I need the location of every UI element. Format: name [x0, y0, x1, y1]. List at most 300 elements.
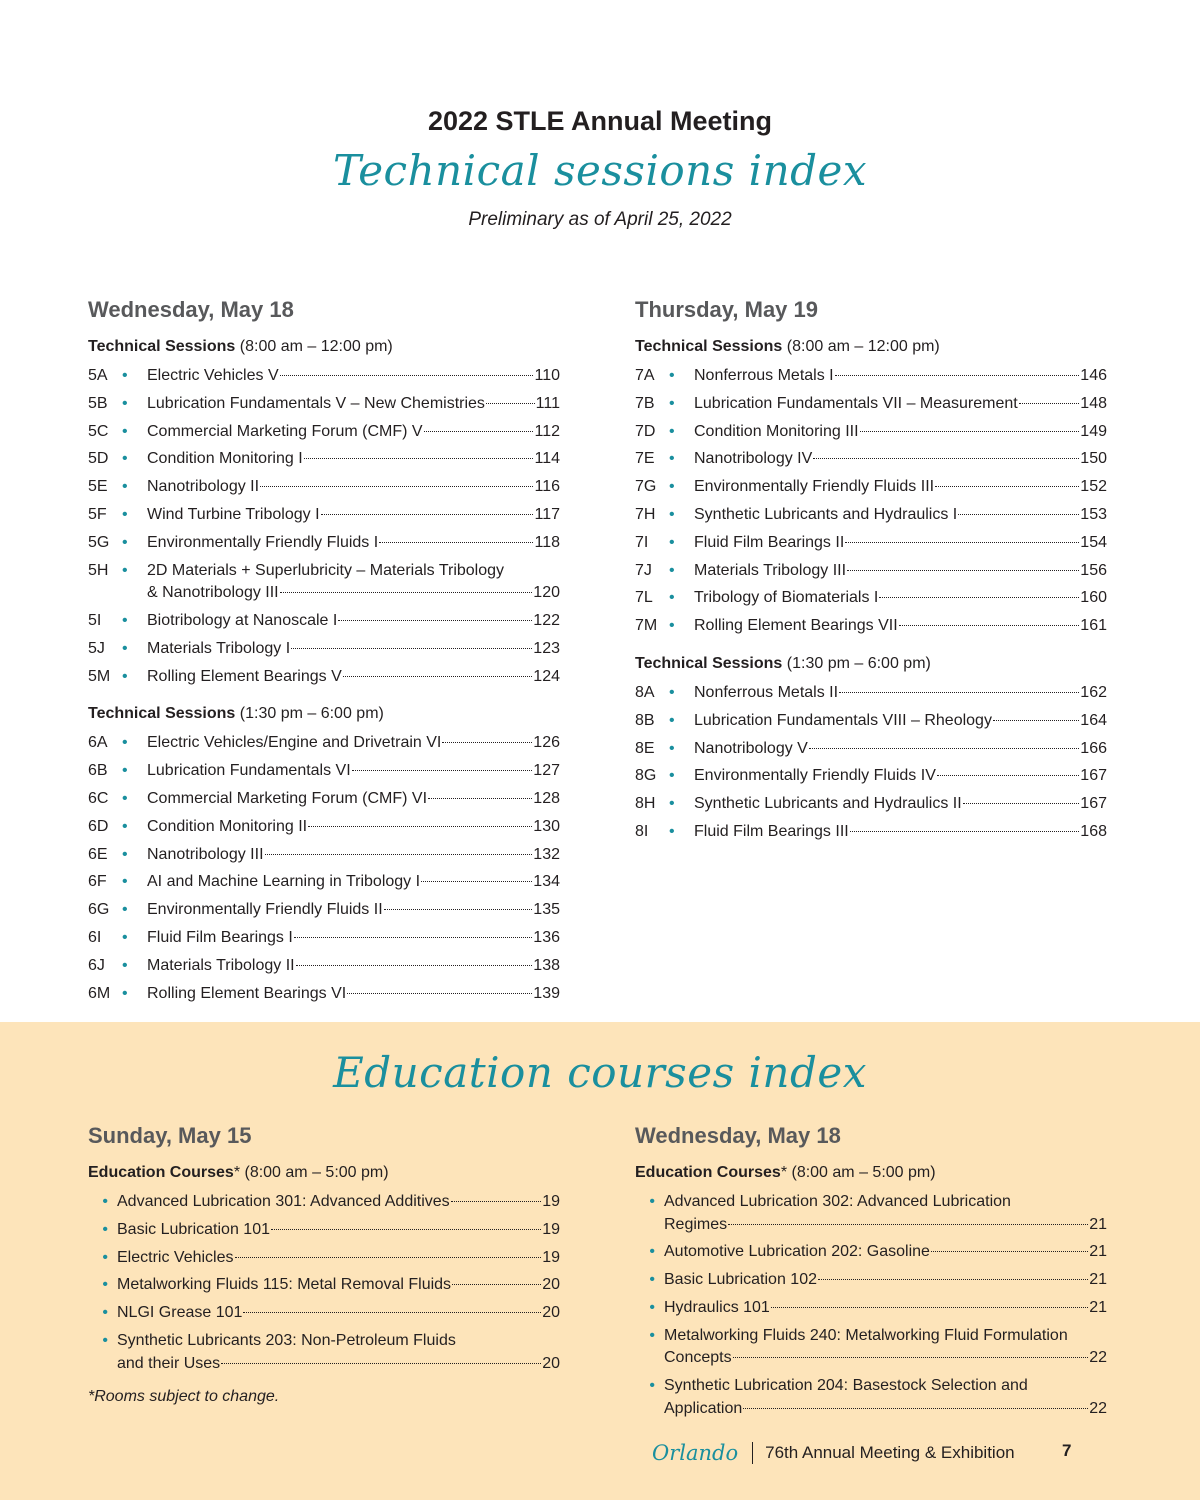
session-code: 6D [88, 817, 109, 835]
entry [694, 615, 1107, 638]
entry-title: Commercial Marketing Forum (CMF) V [147, 422, 423, 440]
page-ref: 152 [1080, 478, 1107, 496]
entry-title: Materials Tribology I [147, 639, 291, 657]
page-ref: 153 [1080, 505, 1107, 523]
entry [147, 760, 560, 783]
bullet-icon: • [122, 639, 128, 657]
session-row [88, 476, 560, 504]
entry [147, 610, 560, 633]
session-block-heading: Technical Sessions (1:30 pm – 6:00 pm) [635, 654, 931, 672]
entry [147, 983, 560, 1006]
dot-leader [931, 1251, 1088, 1252]
sunday-courses-column [88, 1123, 560, 1380]
dot-leader [271, 1229, 541, 1230]
entry-title: Electric Vehicles V [147, 367, 279, 384]
page-ref: 139 [533, 984, 560, 1002]
session-code: 5E [88, 478, 108, 496]
session-row [88, 638, 560, 666]
page-ref: 138 [533, 956, 560, 974]
course-row [635, 1269, 1107, 1297]
session-row [88, 899, 560, 927]
entry [694, 738, 1107, 761]
page-ref: 136 [533, 928, 560, 946]
session-row [88, 560, 560, 610]
bullet-icon: • [122, 956, 128, 974]
page-ref: 168 [1080, 822, 1107, 840]
page-ref: 135 [533, 901, 560, 919]
dot-leader [428, 798, 532, 799]
entry [117, 1274, 560, 1297]
session-row [635, 587, 1107, 615]
entry-title: Fluid Film Bearings I [147, 928, 293, 946]
page-ref: 110 [534, 367, 560, 384]
course-row [635, 1375, 1107, 1425]
entry [694, 504, 1107, 527]
dot-leader [835, 375, 1080, 376]
session-row [635, 560, 1107, 588]
session-block-heading: Technical Sessions (8:00 am – 12:00 pm) [635, 338, 940, 355]
entry [117, 1219, 560, 1242]
entry [694, 476, 1107, 499]
footer [652, 1438, 1015, 1468]
dot-leader [452, 1284, 541, 1285]
entry [694, 710, 1107, 733]
dot-leader [296, 965, 533, 966]
entry [694, 365, 1107, 388]
session-row [88, 983, 560, 1011]
thursday-sessions-column [635, 297, 1107, 849]
dot-leader [1019, 403, 1080, 404]
entry [694, 765, 1107, 788]
day-heading: Wednesday, May 18 [635, 1123, 841, 1148]
entry [694, 532, 1107, 555]
session-row [635, 504, 1107, 532]
dot-leader [384, 909, 533, 910]
page-ref: 167 [1080, 795, 1107, 813]
bullet-icon: • [102, 1276, 108, 1294]
entry [147, 504, 560, 527]
dot-leader [935, 486, 1079, 487]
session-code: 6I [88, 928, 102, 946]
bullet-icon: • [669, 367, 675, 384]
page-ref: 124 [533, 667, 560, 685]
bullet-icon: • [122, 611, 128, 629]
entry-title-continued: and their Uses [117, 1354, 221, 1372]
session-row [635, 710, 1107, 738]
course-row [88, 1191, 560, 1219]
bullet-icon: • [669, 533, 675, 551]
dot-leader [294, 937, 532, 938]
session-code: 6B [88, 762, 108, 780]
bullet-icon: • [122, 561, 128, 579]
entry-title: Electric Vehicles/Engine and Drivetrain VI [147, 734, 442, 752]
entry-title: Nonferrous Metals II [694, 683, 839, 701]
bullet-icon: • [649, 1243, 655, 1261]
dot-leader [280, 375, 534, 376]
session-code: 6F [88, 873, 107, 891]
session-code: 5B [88, 394, 108, 412]
entry-title: Synthetic Lubricants and Hydraulics I [694, 505, 958, 523]
entry-title: 2D Materials + Superlubricity – Materials Tribology [147, 561, 505, 579]
entry-title: Basic Lubrication 101 [117, 1220, 270, 1238]
page-ref: 127 [533, 762, 560, 780]
dot-leader [771, 1307, 1088, 1308]
page-ref: 19 [542, 1193, 560, 1210]
session-row [635, 738, 1107, 766]
session-code: 5J [88, 639, 105, 657]
session-code: 8H [635, 795, 656, 813]
session-code: 7L [635, 589, 653, 607]
bullet-icon: • [122, 873, 128, 891]
entry-title: NLGI Grease 101 [117, 1304, 243, 1322]
entry [147, 927, 560, 950]
session-list [635, 365, 1107, 643]
page-ref: 20 [542, 1276, 560, 1294]
dot-leader [347, 993, 532, 994]
dot-leader [847, 570, 1079, 571]
entry [694, 587, 1107, 610]
entry-title: Environmentally Friendly Fluids III [694, 478, 935, 496]
dot-leader [728, 1224, 1088, 1225]
session-code: 6G [88, 901, 110, 919]
entry-title: Environmentally Friendly Fluids II [147, 901, 383, 919]
page-ref: 162 [1080, 683, 1107, 701]
entry [147, 899, 560, 922]
dot-leader [260, 486, 533, 487]
entry [147, 638, 560, 661]
entry-title: Nanotribology IV [694, 450, 813, 468]
dot-leader [879, 597, 1079, 598]
session-code: 7G [635, 478, 657, 496]
page-number: 7 [1062, 1441, 1072, 1460]
bullet-icon: • [669, 767, 675, 785]
rooms-note: *Rooms subject to change. [88, 1388, 280, 1405]
bullet-icon: • [122, 533, 128, 551]
entry-title: Commercial Marketing Forum (CMF) VI [147, 789, 428, 807]
dot-leader [379, 542, 533, 543]
bullet-icon: • [122, 789, 128, 807]
session-code: 7I [635, 533, 649, 551]
session-row [635, 793, 1107, 821]
entry [147, 955, 560, 978]
page-ref: 19 [542, 1220, 560, 1238]
footer-divider [752, 1442, 753, 1464]
bullet-icon: • [649, 1298, 655, 1316]
page-ref: 123 [533, 639, 560, 657]
page-ref: 148 [1080, 394, 1107, 412]
entry-title: Rolling Element Bearings VII [694, 617, 898, 635]
page-ref: 20 [542, 1304, 560, 1322]
bullet-icon: • [102, 1331, 108, 1349]
page-ref: 22 [1089, 1349, 1107, 1367]
dot-leader [899, 625, 1080, 626]
entry [147, 844, 560, 867]
dot-leader [733, 1357, 1089, 1358]
session-list [88, 732, 560, 1010]
dot-leader [845, 542, 1079, 543]
entry [147, 871, 560, 894]
entry [147, 666, 560, 689]
bullet-icon: • [669, 822, 675, 840]
wednesday-courses-column [635, 1123, 1107, 1426]
entry-title: Basic Lubrication 102 [664, 1271, 817, 1289]
bullet-icon: • [122, 734, 128, 752]
bullet-icon: • [669, 795, 675, 813]
entry-title: Fluid Film Bearings II [694, 533, 845, 551]
entry-title: Condition Monitoring I [147, 450, 303, 468]
bullet-icon: • [669, 739, 675, 757]
page-ref: 22 [1089, 1399, 1107, 1417]
course-row [88, 1219, 560, 1247]
entry-title: Biotribology at Nanoscale I [147, 611, 338, 629]
dot-leader [343, 676, 533, 677]
entry [117, 1191, 560, 1214]
dot-leader [338, 620, 532, 621]
wednesday-sessions-column [88, 297, 560, 1010]
entry [147, 532, 560, 555]
entry [147, 476, 560, 499]
dot-leader [486, 403, 535, 404]
entry-title-continued: Regimes [664, 1215, 728, 1233]
dot-leader [243, 1312, 541, 1313]
page-ref: 19 [542, 1248, 560, 1266]
session-row [88, 955, 560, 983]
session-row [88, 393, 560, 421]
session-code: 5I [88, 611, 102, 629]
session-code: 7M [635, 617, 658, 635]
entry [694, 448, 1107, 471]
bullet-icon: • [122, 762, 128, 780]
bullet-icon: • [669, 478, 675, 496]
entry [664, 1375, 1107, 1420]
entry [147, 448, 560, 471]
session-row [88, 760, 560, 788]
session-row [88, 448, 560, 476]
session-code: 5A [88, 367, 108, 384]
entry [147, 816, 560, 839]
entry-title: Fluid Film Bearings III [694, 822, 849, 840]
bullet-icon: • [669, 505, 675, 523]
session-row [635, 393, 1107, 421]
session-row [88, 732, 560, 760]
dot-leader [743, 1408, 1088, 1409]
dot-leader [308, 826, 532, 827]
entry [147, 393, 560, 416]
dot-leader [451, 1201, 542, 1202]
bullet-icon: • [102, 1193, 108, 1210]
course-row [635, 1325, 1107, 1375]
course-row [88, 1274, 560, 1302]
bullet-icon: • [122, 422, 128, 440]
session-list [635, 682, 1107, 849]
entry-title: Hydraulics 101 [664, 1298, 770, 1316]
page-ref: 112 [534, 422, 560, 440]
bullet-icon: • [649, 1193, 655, 1210]
page-ref: 160 [1080, 589, 1107, 607]
entry-title: Synthetic Lubricants and Hydraulics II [694, 795, 962, 813]
page-ref: 116 [534, 478, 560, 496]
session-code: 8I [635, 822, 649, 840]
page-ref: 130 [533, 817, 560, 835]
entry-title: Environmentally Friendly Fluids I [147, 533, 379, 551]
session-code: 8B [635, 711, 655, 729]
session-row [88, 365, 560, 393]
entry [664, 1325, 1107, 1370]
entry-title-continued: Concepts [664, 1349, 732, 1367]
bullet-icon: • [122, 817, 128, 835]
bullet-icon: • [122, 845, 128, 863]
bullet-icon: • [669, 422, 675, 440]
entry-title: Lubrication Fundamentals VIII – Rheology [694, 711, 992, 729]
entry-title: Electric Vehicles [117, 1248, 234, 1266]
entry [147, 365, 560, 388]
course-row [88, 1330, 560, 1380]
course-row [635, 1191, 1107, 1241]
bullet-icon: • [649, 1377, 655, 1395]
bullet-icon: • [669, 617, 675, 635]
page-ref: 117 [534, 505, 560, 523]
session-row [635, 365, 1107, 393]
page-ref: 156 [1080, 561, 1107, 579]
footer-event: 76th Annual Meeting & Exhibition [765, 1443, 1015, 1462]
dot-leader [235, 1257, 542, 1258]
session-code: 7B [635, 394, 655, 412]
session-row [88, 788, 560, 816]
bullet-icon: • [669, 561, 675, 579]
dot-leader [813, 458, 1079, 459]
page-ref: 126 [533, 734, 560, 752]
page-ref: 146 [1080, 367, 1107, 384]
dot-leader [993, 720, 1079, 721]
dot-leader [265, 854, 533, 855]
entry [147, 560, 560, 605]
page-ref: 132 [533, 845, 560, 863]
session-code: 5M [88, 667, 111, 685]
meeting-title: 2022 STLE Annual Meeting [427, 106, 773, 136]
entry [694, 393, 1107, 416]
bullet-icon: • [669, 450, 675, 468]
entry-title: Condition Monitoring II [147, 817, 308, 835]
technical-sessions-heading: Technical sessions index [332, 146, 868, 195]
entry-title: Nonferrous Metals I [694, 367, 834, 384]
bullet-icon: • [102, 1304, 108, 1322]
session-block-heading: Technical Sessions (8:00 am – 12:00 pm) [88, 338, 393, 355]
bullet-icon: • [669, 589, 675, 607]
bullet-icon: • [669, 711, 675, 729]
page-ref: 164 [1080, 711, 1107, 729]
session-code: 5F [88, 505, 107, 523]
dot-leader [291, 648, 532, 649]
bullet-icon: • [122, 478, 128, 496]
session-code: 6C [88, 789, 109, 807]
session-row [88, 504, 560, 532]
session-row [88, 610, 560, 638]
entry [147, 732, 560, 755]
entry-title: Metalworking Fluids 240: Metalworking Fluid Formulation [664, 1326, 1068, 1344]
page-ref: 149 [1080, 422, 1107, 440]
page-ref: 20 [542, 1354, 560, 1372]
session-row [635, 421, 1107, 449]
entry-title: Nanotribology V [694, 739, 808, 757]
entry-title-continued: & Nanotribology III [147, 584, 279, 602]
session-row [88, 532, 560, 560]
course-list [88, 1191, 560, 1380]
dot-leader [221, 1363, 541, 1364]
entry-title: Environmentally Friendly Fluids IV [694, 767, 936, 785]
session-code: 6M [88, 984, 111, 1002]
entry [147, 421, 560, 444]
entry-title: Materials Tribology III [694, 561, 847, 579]
bullet-icon: • [649, 1326, 655, 1344]
dot-leader [850, 831, 1080, 832]
page-ref: 21 [1089, 1215, 1107, 1233]
page-ref: 167 [1080, 767, 1107, 785]
bullet-icon: • [122, 450, 128, 468]
entry [694, 421, 1107, 444]
bullet-icon: • [102, 1220, 108, 1238]
page-ref: 111 [535, 394, 560, 412]
day-heading: Wednesday, May 18 [88, 297, 294, 322]
bullet-icon: • [102, 1248, 108, 1266]
course-row [88, 1247, 560, 1275]
entry-title: Tribology of Biomaterials I [694, 589, 879, 607]
bullet-icon: • [122, 667, 128, 685]
entry-title: Materials Tribology II [147, 956, 295, 974]
bullet-icon: • [669, 394, 675, 412]
session-code: 5C [88, 422, 109, 440]
session-row [635, 682, 1107, 710]
dot-leader [442, 742, 532, 743]
session-code: 8E [635, 739, 655, 757]
session-code: 7D [635, 422, 656, 440]
entry [664, 1269, 1107, 1292]
entry [117, 1247, 560, 1270]
course-block-heading: Education Courses* (8:00 am – 5:00 pm) [635, 1164, 936, 1181]
entry-title: Lubrication Fundamentals V – New Chemistries [147, 394, 485, 412]
entry-title: Lubrication Fundamentals VI [147, 762, 351, 780]
entry [694, 682, 1107, 705]
dot-leader [860, 431, 1080, 432]
course-list [635, 1191, 1107, 1426]
entry-title: AI and Machine Learning in Tribology I [147, 873, 421, 891]
page-ref: 118 [534, 533, 560, 551]
session-code: 6A [88, 734, 108, 752]
session-code: 6J [88, 956, 105, 974]
session-row [635, 765, 1107, 793]
bullet-icon: • [669, 683, 675, 701]
entry-title: Lubrication Fundamentals VII – Measurement [694, 394, 1018, 412]
day-heading: Thursday, May 19 [635, 297, 818, 322]
session-code: 5D [88, 450, 109, 468]
session-code: 7A [635, 367, 655, 384]
dot-leader [937, 775, 1079, 776]
course-row [635, 1297, 1107, 1325]
bullet-icon: • [122, 928, 128, 946]
entry [147, 788, 560, 811]
entry-title: Wind Turbine Tribology I [147, 505, 320, 523]
session-list [88, 365, 560, 693]
session-row [88, 816, 560, 844]
preliminary-note: Preliminary as of April 25, 2022 [468, 209, 732, 230]
entry-title: Nanotribology II [147, 478, 260, 496]
entry-title-continued: Application [664, 1399, 743, 1417]
bullet-icon: • [122, 984, 128, 1002]
page-ref: 154 [1080, 533, 1107, 551]
session-row [88, 666, 560, 694]
dot-leader [958, 514, 1079, 515]
entry-title: Advanced Lubrication 302: Advanced Lubrication [664, 1193, 1011, 1210]
session-block-heading: Technical Sessions (1:30 pm – 6:00 pm) [88, 705, 384, 723]
